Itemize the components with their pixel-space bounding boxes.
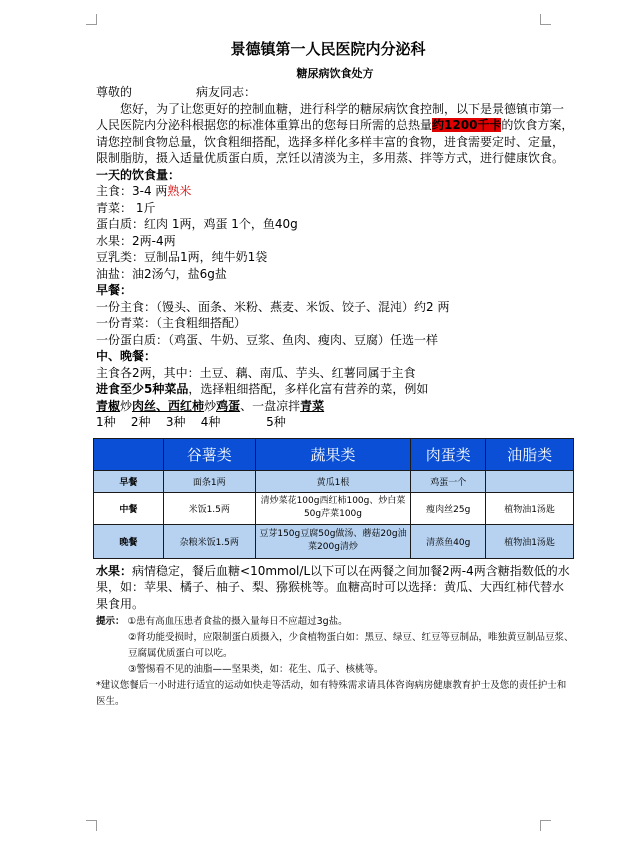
table-header-cell: 油脂类 xyxy=(486,438,574,470)
table-cell: 植物油1汤匙 xyxy=(486,524,574,558)
veg-rest: ，选择粗细搭配，多样化富有营养的菜，例如 xyxy=(188,382,429,396)
table-cell: 清炒菜花100g西红柿100g、炒白菜50g芹菜100g xyxy=(255,492,411,524)
table-cell: 杂粮米饭1.5两 xyxy=(163,524,255,558)
tip-1-text: ①患有高血压患者食盐的摄入量每日不应超过3g盐。 xyxy=(127,616,348,627)
table-cell: 面条1两 xyxy=(163,470,255,492)
table-row xyxy=(94,524,574,558)
table-cell: 黄瓜1根 xyxy=(255,470,411,492)
example-2: 炒 xyxy=(120,398,133,413)
intro-part2: 的饮食方案，请您控制食物总量，饮食粗细搭配，选择多样化多样丰富的食物，进食需要定时、定量，限制脂肪，摄入适量优质蛋白质，烹饪以清淡为主，多用蒸、拌等方式，进行健康饮食。 xyxy=(96,118,574,165)
document-body xyxy=(96,38,574,710)
diet-table xyxy=(93,438,574,559)
fruit-note-label: 水果： xyxy=(96,563,133,578)
fruit-note xyxy=(96,563,574,613)
table-cell: 鸡蛋一个 xyxy=(411,470,486,492)
table-row xyxy=(94,470,574,492)
count-1: 1种 xyxy=(96,415,116,429)
table-cell: 清蒸鱼40g xyxy=(411,524,486,558)
tips-block xyxy=(96,614,574,710)
greeting-suffix: 病友同志： xyxy=(196,85,257,99)
intro-paragraph xyxy=(96,101,574,167)
tip-1 xyxy=(96,614,574,630)
daily-fruit: 水果：2两-4两 xyxy=(96,233,176,248)
breakfast-protein: 一份蛋白质：（鸡蛋、牛奶、豆浆、鱼肉、瘦肉、豆腐）任选一样 xyxy=(96,332,439,347)
daily-soy: 豆乳类：豆制品1两，纯牛奶1袋 xyxy=(96,250,268,264)
calorie-highlight: 约1200千卡 xyxy=(432,118,502,132)
table-header-cell: 肉蛋类 xyxy=(411,438,486,470)
crop-mark-top-right xyxy=(540,14,551,25)
greeting-label: 尊敬的 xyxy=(96,85,133,99)
document-subtitle: 糖尿病饮食处方 xyxy=(296,67,374,80)
tip-2: ②肾功能受损时，应限制蛋白质摄入，少食植物蛋白如：黑豆、绿豆、红豆等豆制品，唯独黄豆制品豆浆、豆腐属优质蛋白可以吃。 xyxy=(128,632,574,659)
lunch-dinner-heading: 中、晚餐： xyxy=(96,349,157,363)
table-cell: 中餐 xyxy=(94,492,164,524)
count-3: 3种 xyxy=(165,415,186,429)
dish-examples xyxy=(96,398,574,415)
intro-part1: 您好，为了让您更好的控制血糖，进行科学的糖尿病饮食控制，以下是景德镇市第一人民医院内分泌科根据您的标准体重算出的您每日所需的总热量 xyxy=(96,101,565,132)
example-6: 鸡蛋 xyxy=(216,398,241,413)
table-header-cell xyxy=(94,438,164,470)
lunch-dinner-staple: 主食各2两，其中：土豆、藕、南瓜、芋头、红薯同属于主食 xyxy=(96,365,416,380)
example-5: 炒 xyxy=(204,398,217,413)
example-4: 、西红柿 xyxy=(156,398,205,413)
daily-protein: 蛋白质：红肉 1两，鸡蛋 1个，鱼40g xyxy=(96,217,298,231)
table-cell: 早餐 xyxy=(94,470,164,492)
daily-heading: 一天的饮食量： xyxy=(96,167,181,182)
example-7: 、一盘凉拌 xyxy=(240,398,301,413)
daily-staple-label: 主食：3-4 两 xyxy=(96,184,168,198)
daily-staple xyxy=(96,183,574,200)
daily-staple-red: 熟米 xyxy=(167,184,192,198)
greeting xyxy=(96,84,574,101)
count-4: 4种 xyxy=(200,415,221,429)
table-cell: 米饭1.5两 xyxy=(163,492,255,524)
document-title: 景德镇第一人民医院内分泌科 xyxy=(230,40,426,58)
crop-mark-bottom-left xyxy=(86,820,97,831)
daily-vegetable: 青菜： 1斤 xyxy=(96,200,156,215)
breakfast-staple: 一份主食：（馒头、面条、米粉、燕麦、米饭、饺子、混沌）约2 两 xyxy=(96,299,450,314)
table-header-cell: 谷薯类 xyxy=(163,438,255,470)
daily-oil: 油盐：油2汤勺，盐6g盐 xyxy=(96,266,227,281)
lunch-dinner-veg xyxy=(96,381,574,398)
veg-bold: 进食至少5种菜品 xyxy=(96,382,189,396)
breakfast-veg: 一份青菜：（主食粗细搭配） xyxy=(96,316,247,330)
breakfast-heading: 早餐： xyxy=(96,283,133,297)
table-cell: 豆芽150g豆腐50g做汤、蘑菇20g油菜200g清炒 xyxy=(255,524,411,558)
table-cell: 晚餐 xyxy=(94,524,164,558)
count-2: 2种 xyxy=(130,415,151,429)
example-1: 青椒 xyxy=(96,398,121,413)
crop-mark-bottom-right xyxy=(540,820,551,831)
example-3: 肉丝 xyxy=(132,398,157,413)
tips-label: 提示： xyxy=(96,616,125,627)
example-8: 青菜 xyxy=(300,398,325,413)
table-cell: 植物油1汤匙 xyxy=(486,492,574,524)
table-header-cell: 蔬果类 xyxy=(255,438,411,470)
table-row xyxy=(94,492,574,524)
dish-counts xyxy=(96,414,574,431)
table-header-row xyxy=(94,438,574,470)
fruit-note-text: 病情稳定，餐后血糖<10mmol/L以下可以在两餐之间加餐2两-4两含糖指数低的水果，如：苹果、橘子、柚子、梨、猕猴桃等。血糖高时可以选择：黄瓜、大西红柿代替水果食用。 xyxy=(96,563,570,611)
count-5: 5种 xyxy=(266,415,286,429)
table-cell xyxy=(486,470,574,492)
tip-3: ③警惕看不见的油脂——坚果类，如：花生、瓜子、核桃等。 xyxy=(128,664,384,675)
crop-mark-top-left xyxy=(86,14,97,25)
tip-4: *建议您餐后一小时进行适宜的运动如快走等活动，如有特殊需求请具体咨询病房健康教育护士及您的责任护士和医生。 xyxy=(96,680,567,707)
table-cell: 瘦肉丝25g xyxy=(411,492,486,524)
